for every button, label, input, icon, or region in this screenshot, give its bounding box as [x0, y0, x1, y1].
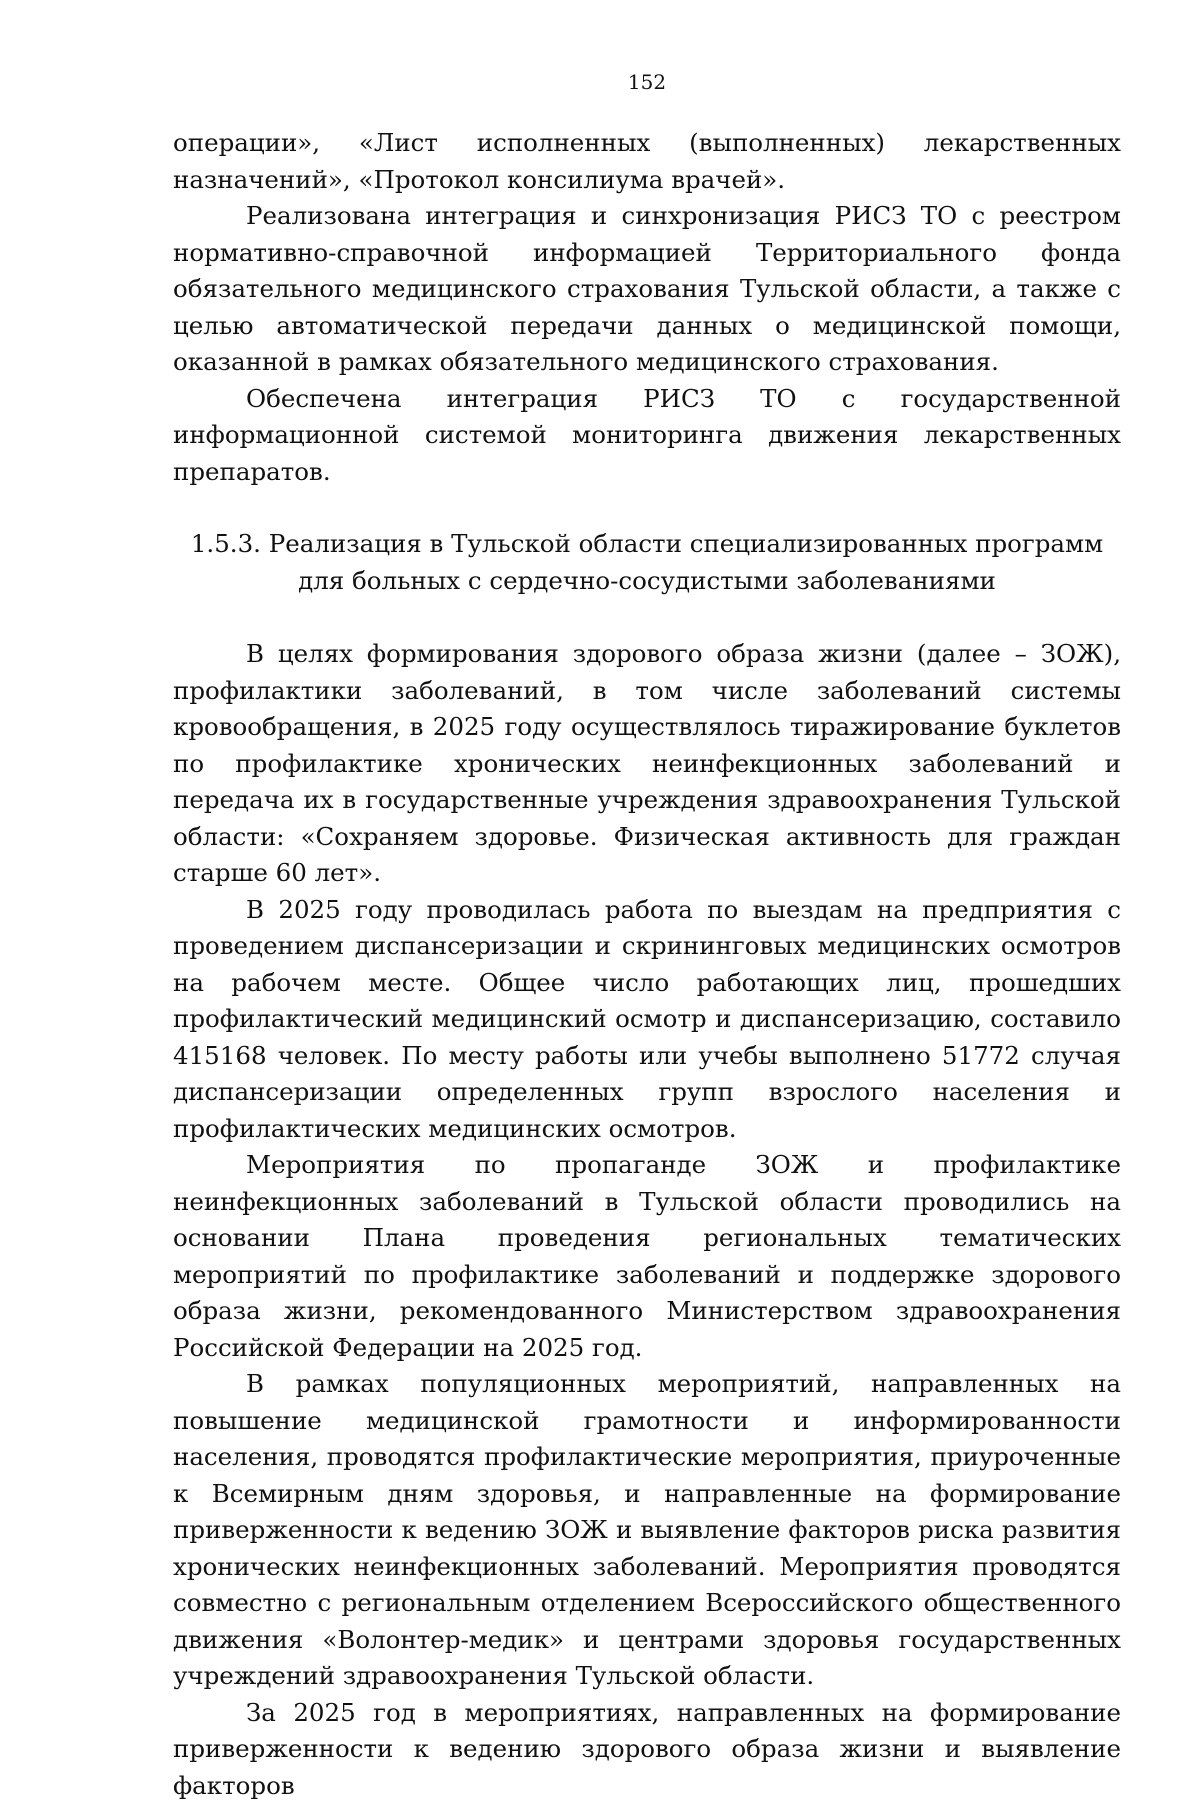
paragraph: В целях формирования здорового образа жизни (далее – ЗОЖ), профилактики заболеваний, в том числе заболеваний системы кровообращения, в 2025 году осуществлялось тиражирование буклетов по профилактике хронических неинфекционных заболеваний и передача их в государственные учреждения здравоохранения Тульской области: «Сохраняем здоровье. Физическая активность для граждан старше 60 лет».	[173, 636, 1121, 892]
paragraph: Реализована интеграция и синхронизация РИСЗ ТО с реестром нормативно-справочной информацией Территориального фонда обязательного медицинского страхования Тульской области, а также с целью автоматической передачи данных о медицинской помощи, оказанной в рамках обязательного медицинского страхования.	[173, 198, 1121, 381]
body-text	[173, 125, 1121, 1804]
paragraph: Обеспечена интеграция РИСЗ ТО с государственной информационной системой мониторинга движения лекарственных препаратов.	[173, 381, 1121, 491]
section-heading-line: 1.5.3. Реализация в Тульской области специализированных программ	[173, 526, 1121, 563]
page-number: 152	[173, 70, 1121, 94]
section-heading-line: для больных с сердечно-сосудистыми заболеваниями	[173, 563, 1121, 600]
paragraph: операции», «Лист исполненных (выполненных) лекарственных назначений», «Протокол консилиума врачей».	[173, 125, 1121, 198]
section-heading	[173, 526, 1121, 599]
paragraph: В рамках популяционных мероприятий, направленных на повышение медицинской грамотности и информированности населения, проводятся профилактические мероприятия, приуроченные к Всемирным дням здоровья, и направленные на формирование приверженности к ведению ЗОЖ и выявление факторов риска развития хронических неинфекционных заболеваний. Мероприятия проводятся совместно с региональным отделением Всероссийского общественного движения «Волонтер-медик» и центрами здоровья государственных учреждений здравоохранения Тульской области.	[173, 1366, 1121, 1695]
paragraph: Мероприятия по пропаганде ЗОЖ и профилактике неинфекционных заболеваний в Тульской области проводились на основании Плана проведения региональных тематических мероприятий по профилактике заболеваний и поддержке здорового образа жизни, рекомендованного Министерством здравоохранения Российской Федерации на 2025 год.	[173, 1147, 1121, 1366]
paragraph: За 2025 год в мероприятиях, направленных на формирование приверженности к ведению здорового образа жизни и выявление факторов	[173, 1695, 1121, 1804]
paragraph: В 2025 году проводилась работа по выездам на предприятия с проведением диспансеризации и скрининговых медицинских осмотров на рабочем месте. Общее число работающих лиц, прошедших профилактический медицинский осмотр и диспансеризацию, составило 415168 человек. По месту работы или учебы выполнено 51772 случая диспансеризации определенных групп взрослого населения и профилактических медицинских осмотров.	[173, 892, 1121, 1148]
